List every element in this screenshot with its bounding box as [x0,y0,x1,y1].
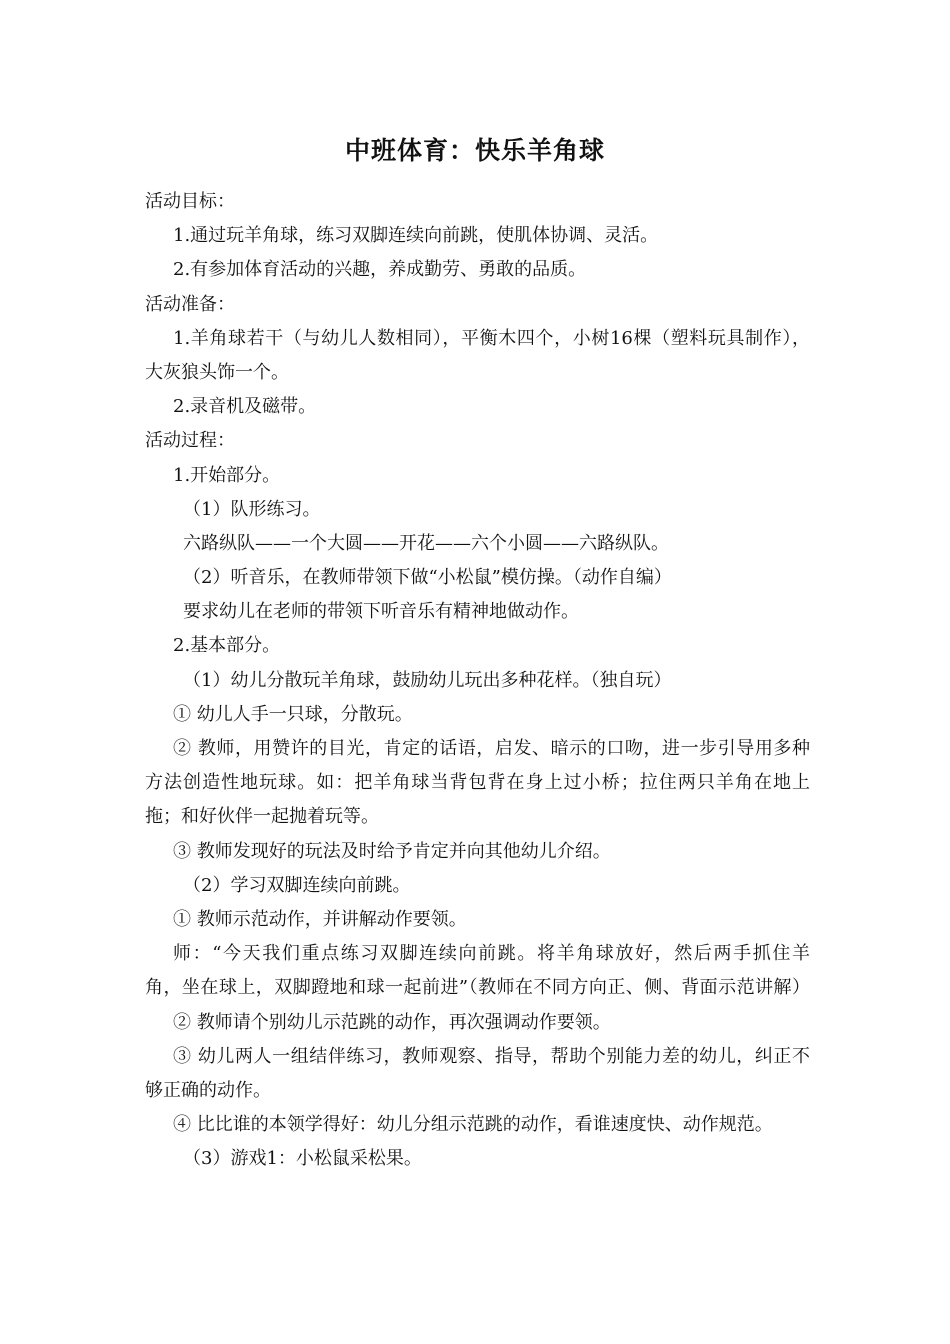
text-line: 要求幼儿在老师的带领下听音乐有精神地做动作。 [183,601,579,623]
text-line: 方法创造性地玩球。如：把羊角球当背包背在身上过小桥；拉住两只羊角在地上 [145,772,810,794]
text-line: 角，坐在球上，双脚蹬地和球一起前进”（教师在不同方向正、侧、背面示范讲解） [145,977,810,999]
text-line: 1.羊角球若干（与幼儿人数相同），平衡木四个，小树16棵（塑料玩具制作）， [173,327,810,349]
text-line: ① 幼儿人手一只球，分散玩。 [173,703,413,725]
text-line: 拖；和好伙伴一起抛着玩等。 [145,806,379,828]
text-line: （3）游戏1：小松鼠采松果。 [183,1148,422,1170]
text-line: ③ 幼儿两人一组结伴练习，教师观察、指导，帮助个别能力差的幼儿，纠正不 [173,1045,810,1067]
text-line: 活动准备： [145,293,235,315]
text-line: （2）听音乐，在教师带领下做“小松鼠”模仿操。（动作自编） [183,567,672,589]
text-line: ② 教师，用赞许的目光，肯定的话语，启发、暗示的口吻，进一步引导用多种 [173,738,810,759]
text-line: 1.开始部分。 [173,464,281,486]
text-line: （2）学习双脚连续向前跳。 [183,874,411,896]
text-line: ① 教师示范动作，并讲解动作要领。 [173,908,467,930]
text-line: 2.基本部分。 [173,635,281,657]
text-line: 1.通过玩羊角球，练习双脚连续向前跳，使肌体协调、灵活。 [173,225,659,247]
text-line: 活动过程： [145,430,235,452]
text-line: 够正确的动作。 [145,1079,271,1101]
text-line: 师：“今天我们重点练习双脚连续向前跳。将羊角球放好，然后两手抓住羊 [173,943,810,965]
text-line: 六路纵队——一个大圆——开花——六个小圆——六路纵队。 [183,532,669,554]
text-line: ③ 教师发现好的玩法及时给予肯定并向其他幼儿介绍。 [173,840,611,862]
text-line: 2.录音机及磁带。 [173,396,317,418]
text-line: 大灰狼头饰一个。 [145,361,289,383]
text-line: ④ 比比谁的本领学得好：幼儿分组示范跳的动作，看谁速度快、动作规范。 [173,1114,773,1136]
document-title: 中班体育：快乐羊角球 [344,136,605,165]
document-body [145,185,810,1176]
text-line: ② 教师请个别幼儿示范跳的动作，再次强调动作要领。 [173,1011,611,1033]
text-line: 2.有参加体育活动的兴趣，养成勤劳、勇敢的品质。 [173,259,587,281]
text-line: 活动目标： [145,191,235,212]
text-line: （1）幼儿分散玩羊角球，鼓励幼儿玩出多种花样。（独自玩） [183,669,672,691]
text-line: （1）队形练习。 [183,498,321,520]
